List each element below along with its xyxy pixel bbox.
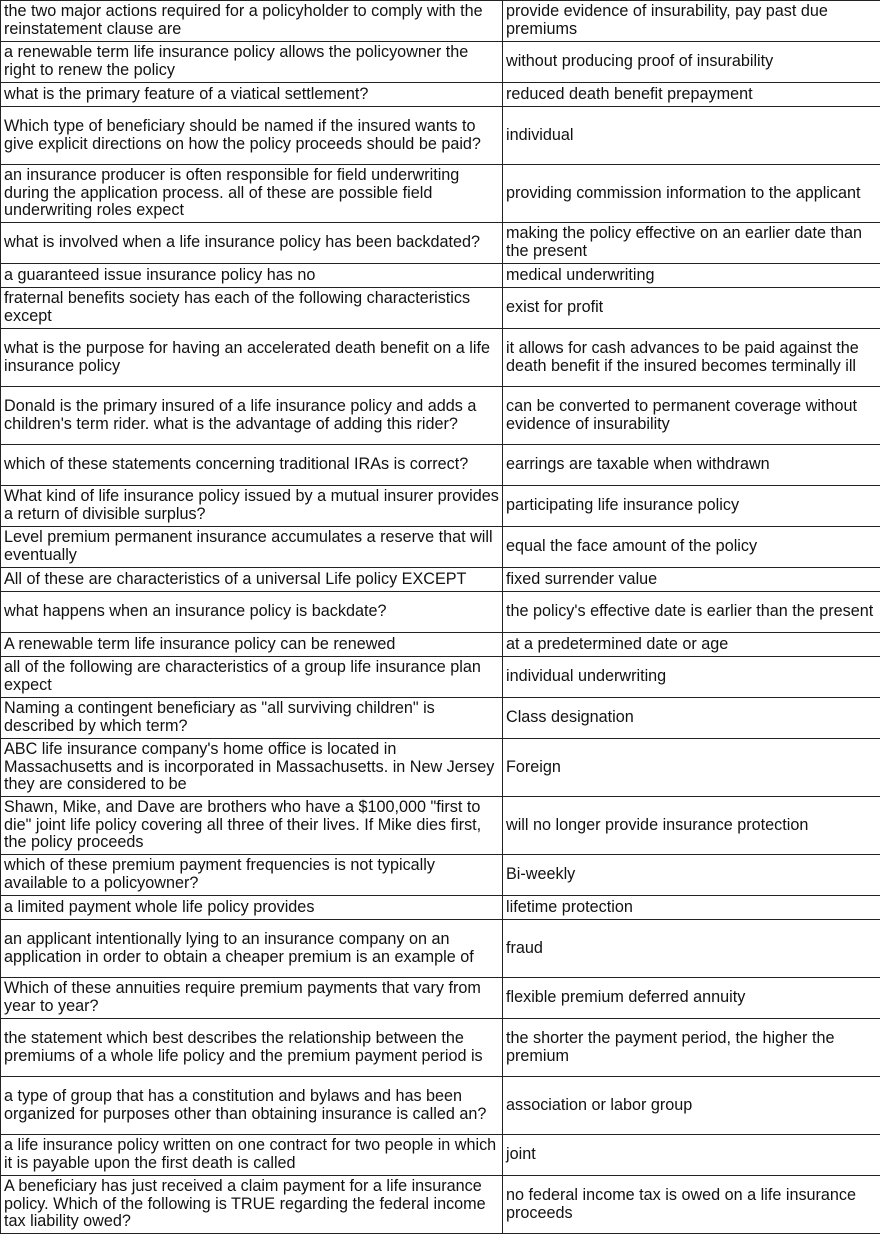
answer-cell: flexible premium deferred annuity <box>503 978 880 1019</box>
question-cell: What kind of life insurance policy issued by a mutual insurer provides a return of divisible surplus? <box>1 486 503 527</box>
table-row <box>1 387 880 445</box>
question-cell: all of the following are characteristics of a group life insurance plan expect <box>1 657 503 698</box>
table-row <box>1 633 880 657</box>
question-cell: ABC life insurance company's home office is located in Massachusetts and is incorporated in Massachusetts. in New Jersey they are considered to be <box>1 739 503 797</box>
table-row <box>1 896 880 920</box>
answer-cell: equal the face amount of the policy <box>503 527 880 568</box>
table-row <box>1 978 880 1019</box>
question-cell: what is the primary feature of a viatical settlement? <box>1 83 503 107</box>
answer-cell: will no longer provide insurance protection <box>503 797 880 855</box>
table-row <box>1 445 880 486</box>
table-row <box>1 1135 880 1176</box>
table-row <box>1 527 880 568</box>
question-cell: what is the purpose for having an accelerated death benefit on a life insurance policy <box>1 329 503 387</box>
question-cell: which of these statements concerning traditional IRAs is correct? <box>1 445 503 486</box>
question-cell: Which type of beneficiary should be named if the insured wants to give explicit directions on how the policy proceeds should be paid? <box>1 107 503 165</box>
question-cell: an insurance producer is often responsible for field underwriting during the application process. all of these are possible field underwriting roles expect <box>1 165 503 223</box>
question-cell: a type of group that has a constitution and bylaws and has been organized for purposes other than obtaining insurance is called an? <box>1 1077 503 1135</box>
question-cell: which of these premium payment frequencies is not typically available to a policyowner? <box>1 855 503 896</box>
table-row <box>1 223 880 264</box>
answer-cell: participating life insurance policy <box>503 486 880 527</box>
table-row <box>1 264 880 288</box>
answer-cell: the policy's effective date is earlier than the present <box>503 592 880 633</box>
table-row <box>1 855 880 896</box>
answer-cell: Bi-weekly <box>503 855 880 896</box>
answer-cell: the shorter the payment period, the higher the premium <box>503 1019 880 1077</box>
question-cell: what happens when an insurance policy is backdate? <box>1 592 503 633</box>
question-cell: All of these are characteristics of a universal Life policy EXCEPT <box>1 568 503 592</box>
answer-cell: association or labor group <box>503 1077 880 1135</box>
question-cell: Donald is the primary insured of a life insurance policy and adds a children's term rider. what is the advantage of adding this rider? <box>1 387 503 445</box>
answer-cell: provide evidence of insurability, pay past due premiums <box>503 1 880 42</box>
answer-cell: making the policy effective on an earlier date than the present <box>503 223 880 264</box>
table-row <box>1 486 880 527</box>
question-cell: Which of these annuities require premium payments that vary from year to year? <box>1 978 503 1019</box>
table-row <box>1 83 880 107</box>
answer-cell: exist for profit <box>503 288 880 329</box>
answer-cell: medical underwriting <box>503 264 880 288</box>
table-row <box>1 698 880 739</box>
table-row <box>1 288 880 329</box>
table-row <box>1 1019 880 1077</box>
flashcard-rows <box>1 1 880 1234</box>
answer-cell: fraud <box>503 920 880 978</box>
question-cell: Naming a contingent beneficiary as "all surviving children" is described by which term? <box>1 698 503 739</box>
table-row <box>1 165 880 223</box>
table-row <box>1 42 880 83</box>
table-row <box>1 107 880 165</box>
answer-cell: providing commission information to the applicant <box>503 165 880 223</box>
question-cell: what is involved when a life insurance policy has been backdated? <box>1 223 503 264</box>
answer-cell: can be converted to permanent coverage without evidence of insurability <box>503 387 880 445</box>
question-cell: a renewable term life insurance policy allows the policyowner the right to renew the policy <box>1 42 503 83</box>
question-cell: A beneficiary has just received a claim payment for a life insurance policy. Which of the following is TRUE regarding the federal income tax liability owed? <box>1 1176 503 1234</box>
answer-cell: individual <box>503 107 880 165</box>
question-cell: a life insurance policy written on one contract for two people in which it is payable upon the first death is called <box>1 1135 503 1176</box>
table-row <box>1 329 880 387</box>
table-row <box>1 1 880 42</box>
answer-cell: lifetime protection <box>503 896 880 920</box>
question-cell: an applicant intentionally lying to an insurance company on an application in order to obtain a cheaper premium is an example of <box>1 920 503 978</box>
table-row <box>1 1176 880 1234</box>
table-row <box>1 920 880 978</box>
table-row <box>1 657 880 698</box>
question-cell: Shawn, Mike, and Dave are brothers who have a $100,000 "first to die" joint life policy covering all three of their lives. If Mike dies first, the policy proceeds <box>1 797 503 855</box>
answer-cell: at a predetermined date or age <box>503 633 880 657</box>
table-row <box>1 1077 880 1135</box>
answer-cell: earrings are taxable when withdrawn <box>503 445 880 486</box>
answer-cell: Foreign <box>503 739 880 797</box>
table-row <box>1 797 880 855</box>
question-cell: A renewable term life insurance policy can be renewed <box>1 633 503 657</box>
question-cell: a guaranteed issue insurance policy has no <box>1 264 503 288</box>
question-cell: the two major actions required for a policyholder to comply with the reinstatement clause are <box>1 1 503 42</box>
question-cell: fraternal benefits society has each of the following characteristics except <box>1 288 503 329</box>
answer-cell: no federal income tax is owed on a life insurance proceeds <box>503 1176 880 1234</box>
answer-cell: it allows for cash advances to be paid against the death benefit if the insured becomes terminally ill <box>503 329 880 387</box>
table-row <box>1 739 880 797</box>
answer-cell: without producing proof of insurability <box>503 42 880 83</box>
answer-cell: individual underwriting <box>503 657 880 698</box>
question-cell: Level premium permanent insurance accumulates a reserve that will eventually <box>1 527 503 568</box>
question-cell: a limited payment whole life policy provides <box>1 896 503 920</box>
question-cell: the statement which best describes the relationship between the premiums of a whole life policy and the premium payment period is <box>1 1019 503 1077</box>
table-row <box>1 568 880 592</box>
table-row <box>1 592 880 633</box>
answer-cell: fixed surrender value <box>503 568 880 592</box>
answer-cell: joint <box>503 1135 880 1176</box>
answer-cell: reduced death benefit prepayment <box>503 83 880 107</box>
answer-cell: Class designation <box>503 698 880 739</box>
